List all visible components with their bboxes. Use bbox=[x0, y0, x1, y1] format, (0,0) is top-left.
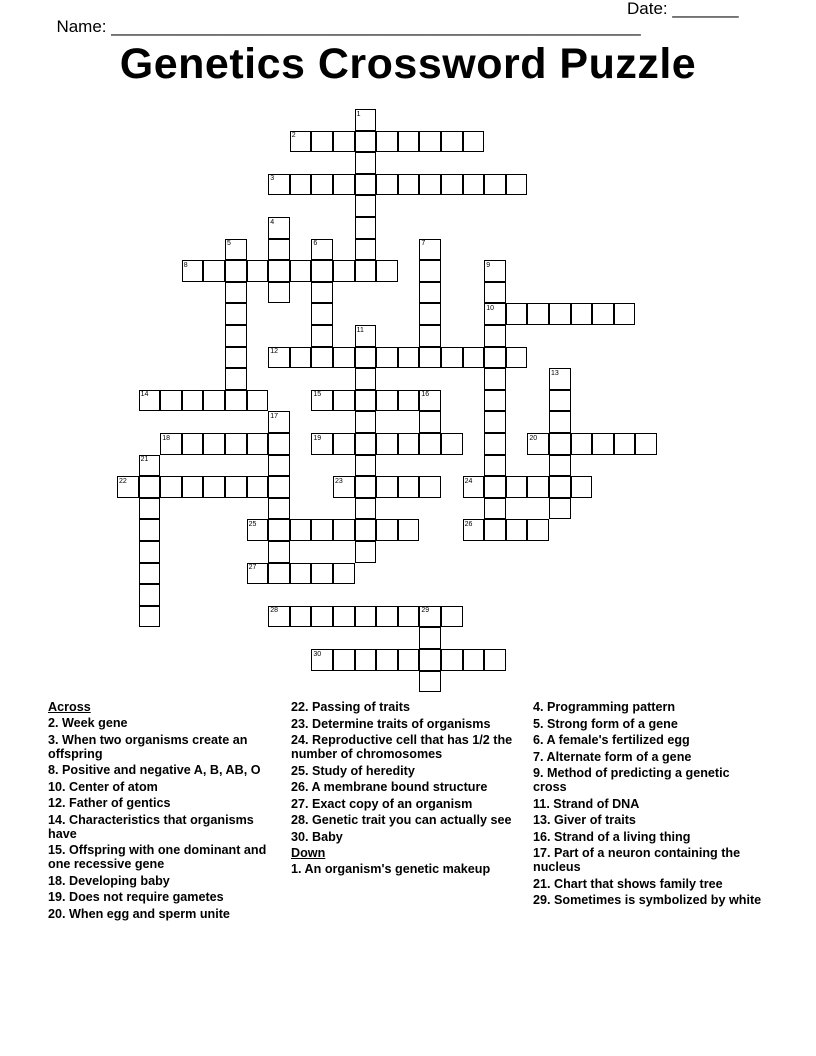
clue-number: 8 bbox=[183, 261, 188, 269]
grid-cell[interactable] bbox=[376, 649, 398, 671]
grid-cell[interactable] bbox=[463, 174, 485, 196]
clue-item: 30. Baby bbox=[291, 829, 343, 844]
grid-cell[interactable] bbox=[139, 584, 161, 606]
grid-cell[interactable] bbox=[247, 390, 269, 412]
grid-cell[interactable] bbox=[311, 347, 333, 369]
grid-cell[interactable] bbox=[290, 563, 312, 585]
grid-cell[interactable] bbox=[247, 433, 269, 455]
grid-cell[interactable] bbox=[463, 131, 485, 153]
grid-cell[interactable] bbox=[355, 476, 377, 498]
grid-cell[interactable] bbox=[419, 347, 441, 369]
grid-cell[interactable] bbox=[139, 606, 161, 628]
clue-number: 7 bbox=[421, 240, 426, 248]
grid-cell[interactable] bbox=[398, 390, 420, 412]
grid-cell[interactable] bbox=[355, 606, 377, 628]
grid-cell[interactable] bbox=[398, 519, 420, 541]
clue-item: 9. Method of predicting a genetic cross bbox=[533, 766, 730, 794]
clue-number: 24 bbox=[464, 477, 473, 485]
grid-cell[interactable] bbox=[527, 303, 549, 325]
grid-cell[interactable] bbox=[333, 563, 355, 585]
clue-number: 1 bbox=[356, 110, 361, 118]
grid-cell[interactable] bbox=[203, 260, 225, 282]
grid-cell[interactable] bbox=[506, 174, 528, 196]
grid-cell[interactable] bbox=[355, 152, 377, 174]
clue-number: 6 bbox=[313, 240, 318, 248]
clue-item: 7. Alternate form of a gene bbox=[533, 749, 692, 764]
grid-cell[interactable] bbox=[398, 606, 420, 628]
grid-cell[interactable] bbox=[311, 131, 333, 153]
grid-cell[interactable] bbox=[333, 347, 355, 369]
grid-cell[interactable] bbox=[463, 347, 485, 369]
grid-cell[interactable] bbox=[333, 433, 355, 455]
clue-number: 21 bbox=[140, 456, 149, 464]
grid-cell[interactable] bbox=[290, 606, 312, 628]
grid-cell[interactable] bbox=[441, 174, 463, 196]
grid-cell[interactable] bbox=[441, 347, 463, 369]
grid-cell[interactable] bbox=[355, 390, 377, 412]
grid-cell[interactable] bbox=[571, 303, 593, 325]
clue-number: 15 bbox=[313, 391, 322, 399]
clue-item: 1. An organism's genetic makeup bbox=[291, 862, 491, 876]
grid-cell[interactable] bbox=[614, 433, 636, 455]
grid-cell[interactable] bbox=[290, 347, 312, 369]
grid-cell[interactable] bbox=[592, 433, 614, 455]
clue-number: 5 bbox=[227, 240, 231, 248]
grid-cell[interactable] bbox=[225, 303, 247, 325]
grid-cell[interactable] bbox=[506, 519, 528, 541]
clue-number: 25 bbox=[248, 520, 257, 528]
grid-cell[interactable] bbox=[376, 433, 398, 455]
grid-cell[interactable] bbox=[355, 411, 377, 433]
grid-cell[interactable] bbox=[527, 519, 549, 541]
clue-item: 13. Giver of traits bbox=[533, 813, 636, 827]
grid-cell[interactable] bbox=[311, 606, 333, 628]
clue-item: 20. When egg and sperm unite bbox=[48, 906, 230, 921]
clue-number: 23 bbox=[335, 477, 343, 485]
grid-cell[interactable] bbox=[355, 519, 377, 541]
clue-number: 18 bbox=[162, 434, 170, 442]
grid-cell[interactable] bbox=[376, 347, 398, 369]
grid-cell[interactable] bbox=[268, 433, 290, 455]
grid-cell[interactable] bbox=[549, 411, 571, 433]
clue-item: 25. Study of heredity bbox=[291, 763, 415, 778]
clue-number: 10 bbox=[486, 304, 494, 312]
clue-number: 11 bbox=[356, 326, 364, 334]
grid-cell[interactable] bbox=[419, 476, 441, 498]
grid-cell[interactable] bbox=[419, 174, 441, 196]
grid-cell[interactable] bbox=[484, 433, 506, 455]
clue-number: 19 bbox=[313, 434, 322, 442]
grid-cell[interactable] bbox=[355, 195, 377, 217]
grid-cell[interactable] bbox=[160, 390, 182, 412]
grid-cell[interactable] bbox=[333, 606, 355, 628]
grid-cell[interactable] bbox=[376, 390, 398, 412]
date-field[interactable]: Date: _______ bbox=[627, 0, 739, 18]
grid-cell[interactable] bbox=[225, 390, 247, 412]
grid-cell[interactable] bbox=[355, 368, 377, 390]
clue-number: 13 bbox=[551, 369, 559, 377]
grid-cell[interactable] bbox=[203, 433, 225, 455]
clue-number: 28 bbox=[270, 607, 278, 615]
clue-number: 29 bbox=[421, 607, 430, 615]
grid-cell[interactable] bbox=[290, 260, 312, 282]
grid-cell[interactable] bbox=[398, 476, 420, 498]
clue-item: 21. Chart that shows family tree bbox=[533, 876, 723, 891]
grid-cell[interactable] bbox=[355, 649, 377, 671]
grid-cell[interactable] bbox=[506, 303, 528, 325]
clue-column-3 bbox=[533, 700, 763, 910]
grid-cell[interactable] bbox=[376, 174, 398, 196]
grid-cell[interactable] bbox=[268, 260, 290, 282]
grid-cell[interactable] bbox=[290, 174, 312, 196]
clue-item: 19. Does not require gametes bbox=[48, 890, 224, 904]
grid-cell[interactable] bbox=[549, 455, 571, 477]
grid-cell[interactable] bbox=[355, 239, 377, 261]
grid-cell[interactable] bbox=[398, 174, 420, 196]
grid-cell[interactable] bbox=[268, 455, 290, 477]
grid-cell[interactable] bbox=[225, 347, 247, 369]
clue-item: 4. Programming pattern bbox=[533, 700, 676, 714]
grid-cell[interactable] bbox=[311, 303, 333, 325]
clue-item: 26. A membrane bound structure bbox=[291, 780, 488, 794]
grid-cell[interactable] bbox=[225, 260, 247, 282]
clue-number: 27 bbox=[248, 564, 257, 572]
grid-cell[interactable] bbox=[139, 498, 161, 520]
grid-cell[interactable] bbox=[182, 433, 204, 455]
grid-cell[interactable] bbox=[355, 347, 377, 369]
grid-cell[interactable] bbox=[398, 347, 420, 369]
grid-cell[interactable] bbox=[268, 498, 290, 520]
clue-section-heading: Across bbox=[48, 700, 91, 714]
grid-cell[interactable] bbox=[203, 476, 225, 498]
clue-item: 10. Center of atom bbox=[48, 779, 158, 794]
grid-cell[interactable] bbox=[571, 476, 593, 498]
clue-item: 12. Father of gentics bbox=[48, 796, 171, 810]
clue-number: 26 bbox=[464, 520, 473, 528]
grid-cell[interactable] bbox=[419, 260, 441, 282]
grid-cell[interactable] bbox=[571, 433, 593, 455]
grid-cell[interactable] bbox=[182, 476, 204, 498]
grid-cell[interactable] bbox=[376, 606, 398, 628]
clue-item: 23. Determine traits of organisms bbox=[291, 716, 491, 731]
grid-cell[interactable] bbox=[376, 260, 398, 282]
grid-cell[interactable] bbox=[311, 282, 333, 304]
grid-cell[interactable] bbox=[419, 411, 441, 433]
clue-item: 27. Exact copy of an organism bbox=[291, 796, 473, 811]
clue-item: 22. Passing of traits bbox=[291, 700, 410, 714]
page-title: Genetics Crossword Puzzle bbox=[119, 40, 697, 88]
grid-cell[interactable] bbox=[484, 174, 506, 196]
grid-cell[interactable] bbox=[139, 476, 161, 498]
clue-number: 22 bbox=[119, 477, 127, 485]
grid-cell[interactable] bbox=[376, 519, 398, 541]
grid-cell[interactable] bbox=[484, 411, 506, 433]
grid-cell[interactable] bbox=[549, 476, 571, 498]
grid-cell[interactable] bbox=[635, 433, 657, 455]
grid-cell[interactable] bbox=[355, 541, 377, 563]
clue-number: 17 bbox=[270, 412, 278, 420]
grid-cell[interactable] bbox=[549, 433, 571, 455]
clue-item: 8. Positive and negative A, B, AB, O bbox=[48, 763, 261, 777]
clue-item: 3. When two organisms create an offspring bbox=[48, 732, 248, 761]
grid-cell[interactable] bbox=[484, 476, 506, 498]
grid-cell[interactable] bbox=[333, 174, 355, 196]
grid-cell[interactable] bbox=[484, 282, 506, 304]
grid-cell[interactable] bbox=[419, 131, 441, 153]
grid-cell[interactable] bbox=[225, 282, 247, 304]
grid-cell[interactable] bbox=[333, 260, 355, 282]
grid-cell[interactable] bbox=[355, 217, 377, 239]
grid-cell[interactable] bbox=[419, 627, 441, 649]
clue-item: 14. Characteristics that organisms have bbox=[48, 812, 254, 841]
clue-item: 18. Developing baby bbox=[48, 873, 170, 888]
grid-cell[interactable] bbox=[614, 303, 636, 325]
grid-cell[interactable] bbox=[268, 282, 290, 304]
grid-cell[interactable] bbox=[441, 649, 463, 671]
grid-cell[interactable] bbox=[333, 390, 355, 412]
grid-cell[interactable] bbox=[225, 368, 247, 390]
clue-number: 2 bbox=[291, 132, 296, 140]
clue-column-1 bbox=[48, 700, 278, 923]
grid-cell[interactable] bbox=[355, 498, 377, 520]
clue-item: 29. Sometimes is symbolized by white bbox=[533, 893, 762, 907]
grid-cell[interactable] bbox=[355, 455, 377, 477]
grid-cell[interactable] bbox=[268, 541, 290, 563]
grid-cell[interactable] bbox=[225, 433, 247, 455]
grid-cell[interactable] bbox=[441, 131, 463, 153]
grid-cell[interactable] bbox=[247, 476, 269, 498]
clue-number: 3 bbox=[270, 175, 275, 183]
grid-cell[interactable] bbox=[398, 433, 420, 455]
grid-cell[interactable] bbox=[333, 131, 355, 153]
grid-cell[interactable] bbox=[247, 260, 269, 282]
clue-item: 2. Week gene bbox=[48, 716, 128, 730]
grid-cell[interactable] bbox=[441, 433, 463, 455]
grid-cell[interactable] bbox=[549, 303, 571, 325]
name-field[interactable]: Name: ________________________________________________________ bbox=[56, 17, 641, 36]
grid-cell[interactable] bbox=[484, 519, 506, 541]
grid-cell[interactable] bbox=[290, 519, 312, 541]
clue-item: 28. Genetic trait you can actually see bbox=[291, 813, 512, 827]
grid-cell[interactable] bbox=[333, 519, 355, 541]
grid-cell[interactable] bbox=[268, 476, 290, 498]
clue-item: 6. A female's fertilized egg bbox=[533, 733, 690, 747]
grid-cell[interactable] bbox=[160, 476, 182, 498]
grid-cell[interactable] bbox=[419, 649, 441, 671]
grid-cell[interactable] bbox=[506, 347, 528, 369]
clue-number: 30 bbox=[313, 650, 322, 658]
grid-cell[interactable] bbox=[311, 260, 333, 282]
clue-number: 12 bbox=[270, 348, 278, 356]
grid-cell[interactable] bbox=[398, 649, 420, 671]
clue-number: 4 bbox=[270, 218, 275, 226]
grid-cell[interactable] bbox=[506, 476, 528, 498]
grid-cell[interactable] bbox=[376, 476, 398, 498]
grid-cell[interactable] bbox=[355, 174, 377, 196]
grid-cell[interactable] bbox=[484, 649, 506, 671]
clue-item: 11. Strand of DNA bbox=[533, 796, 640, 811]
grid-cell[interactable] bbox=[268, 519, 290, 541]
grid-cell[interactable] bbox=[311, 519, 333, 541]
grid-cell[interactable] bbox=[139, 541, 161, 563]
grid-cell[interactable] bbox=[182, 390, 204, 412]
grid-cell[interactable] bbox=[355, 260, 377, 282]
grid-cell[interactable] bbox=[203, 390, 225, 412]
grid-cell[interactable] bbox=[139, 519, 161, 541]
grid-cell[interactable] bbox=[441, 606, 463, 628]
grid-cell[interactable] bbox=[419, 671, 441, 693]
clue-number: 14 bbox=[140, 391, 149, 399]
clue-number: 20 bbox=[529, 434, 538, 442]
grid-cell[interactable] bbox=[268, 239, 290, 261]
grid-cell[interactable] bbox=[311, 174, 333, 196]
grid-cell[interactable] bbox=[527, 476, 549, 498]
clue-column-2 bbox=[291, 700, 521, 879]
clue-section-heading: Down bbox=[291, 846, 326, 860]
clue-item: 15. Offspring with one dominant and one recessive gene bbox=[48, 843, 267, 871]
grid-cell[interactable] bbox=[484, 498, 506, 520]
grid-cell[interactable] bbox=[355, 433, 377, 455]
grid-cell[interactable] bbox=[463, 649, 485, 671]
grid-cell[interactable] bbox=[376, 131, 398, 153]
grid-cell[interactable] bbox=[484, 455, 506, 477]
grid-cell[interactable] bbox=[355, 131, 377, 153]
grid-cell[interactable] bbox=[419, 303, 441, 325]
grid-cell[interactable] bbox=[333, 649, 355, 671]
grid-cell[interactable] bbox=[484, 390, 506, 412]
clue-item: 16. Strand of a living thing bbox=[533, 829, 691, 844]
grid-cell[interactable] bbox=[419, 325, 441, 347]
clue-item: 17. Part of a neuron containing the nucleus bbox=[533, 846, 741, 874]
grid-cell[interactable] bbox=[139, 563, 161, 585]
grid-cell[interactable] bbox=[549, 390, 571, 412]
grid-cell[interactable] bbox=[268, 563, 290, 585]
grid-cell[interactable] bbox=[225, 325, 247, 347]
clue-item: 24. Reproductive cell that has 1/2 the number of chromosomes bbox=[291, 733, 513, 761]
clue-item: 5. Strong form of a gene bbox=[533, 716, 678, 731]
grid-cell[interactable] bbox=[419, 433, 441, 455]
grid-cell[interactable] bbox=[592, 303, 614, 325]
clue-number: 9 bbox=[486, 261, 491, 269]
grid-cell[interactable] bbox=[419, 282, 441, 304]
grid-cell[interactable] bbox=[311, 563, 333, 585]
grid-cell[interactable] bbox=[398, 131, 420, 153]
grid-cell[interactable] bbox=[484, 325, 506, 347]
grid-cell[interactable] bbox=[484, 347, 506, 369]
grid-cell[interactable] bbox=[311, 325, 333, 347]
clue-number: 16 bbox=[421, 391, 430, 399]
grid-cell[interactable] bbox=[549, 498, 571, 520]
grid-cell[interactable] bbox=[484, 368, 506, 390]
grid-cell[interactable] bbox=[225, 476, 247, 498]
